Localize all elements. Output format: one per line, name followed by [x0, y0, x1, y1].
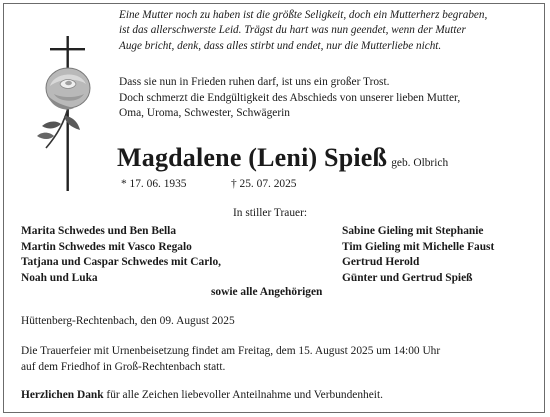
- deceased-name-row: [117, 143, 448, 173]
- consolation-line: Doch schmerzt die Endgültigkeit des Abschieds von unserer lieben Mutter,: [119, 91, 461, 104]
- poem-line: Eine Mutter noch zu haben ist die größte Seligkeit, doch ein Mutterherz begraben,: [119, 9, 488, 21]
- death-date: † 25. 07. 2025: [231, 178, 297, 190]
- consolation-text: [119, 75, 460, 122]
- consolation-line: Dass sie nun in Frieden ruhen darf, ist uns ein großer Trost.: [119, 76, 390, 88]
- birth-date: * 17. 06. 1935: [121, 178, 187, 190]
- ceremony-line: auf dem Friedhof in Groß-Rechtenbach statt.: [21, 360, 226, 373]
- cross-icon: [50, 36, 85, 191]
- mourner-entry: Tatjana und Caspar Schwedes mit Carlo,: [21, 256, 221, 269]
- thanks-line: [21, 389, 383, 401]
- deceased-name: Magdalene (Leni) Spieß: [117, 143, 388, 172]
- maiden-name: geb. Olbrich: [391, 157, 449, 169]
- mourner-entry: Günter und Gertrud Spieß: [342, 271, 473, 284]
- thanks-bold: Herzlichen Dank: [21, 389, 104, 401]
- relatives-line: sowie alle Angehörigen: [211, 286, 323, 298]
- mourner-entry: Martin Schwedes mit Vasco Regalo: [21, 240, 192, 253]
- ceremony-info: [21, 344, 440, 375]
- mourner-entry: Sabine Gieling mit Stephanie: [342, 225, 484, 237]
- poem-line: ist das allerschwerste Leid. Trägst du hart was nun geendet, wenn der Mutter: [119, 24, 466, 37]
- mourners-right-column: [342, 224, 494, 286]
- mourner-entry: Noah und Luka: [21, 271, 98, 284]
- mourner-entry: Marita Schwedes und Ben Bella: [21, 225, 177, 237]
- poem-line: Auge bricht, denk, dass alles stirbt und endet, nur die Mutterliebe nicht.: [119, 39, 442, 52]
- ceremony-line: Die Trauerfeier mit Urnenbeisetzung findet am Freitag, dem 15. August 2025 um 14:00 Uhr: [21, 345, 441, 357]
- rose-icon: [37, 68, 90, 148]
- mourner-entry: Gertrud Herold: [342, 256, 420, 269]
- thanks-text: für alle Zeichen liebevoller Anteilnahme und Verbundenheit.: [103, 389, 383, 401]
- cross-and-rose-emblem: [28, 36, 108, 201]
- place-and-date: Hüttenberg-Rechtenbach, den 09. August 2025: [21, 315, 235, 327]
- mourning-heading: In stiller Trauer:: [233, 207, 308, 219]
- poem: [119, 8, 487, 54]
- mourners-left-column: [21, 224, 221, 286]
- mourner-entry: Tim Gieling mit Michelle Faust: [342, 240, 495, 253]
- consolation-line: Oma, Uroma, Schwester, Schwägerin: [119, 107, 290, 119]
